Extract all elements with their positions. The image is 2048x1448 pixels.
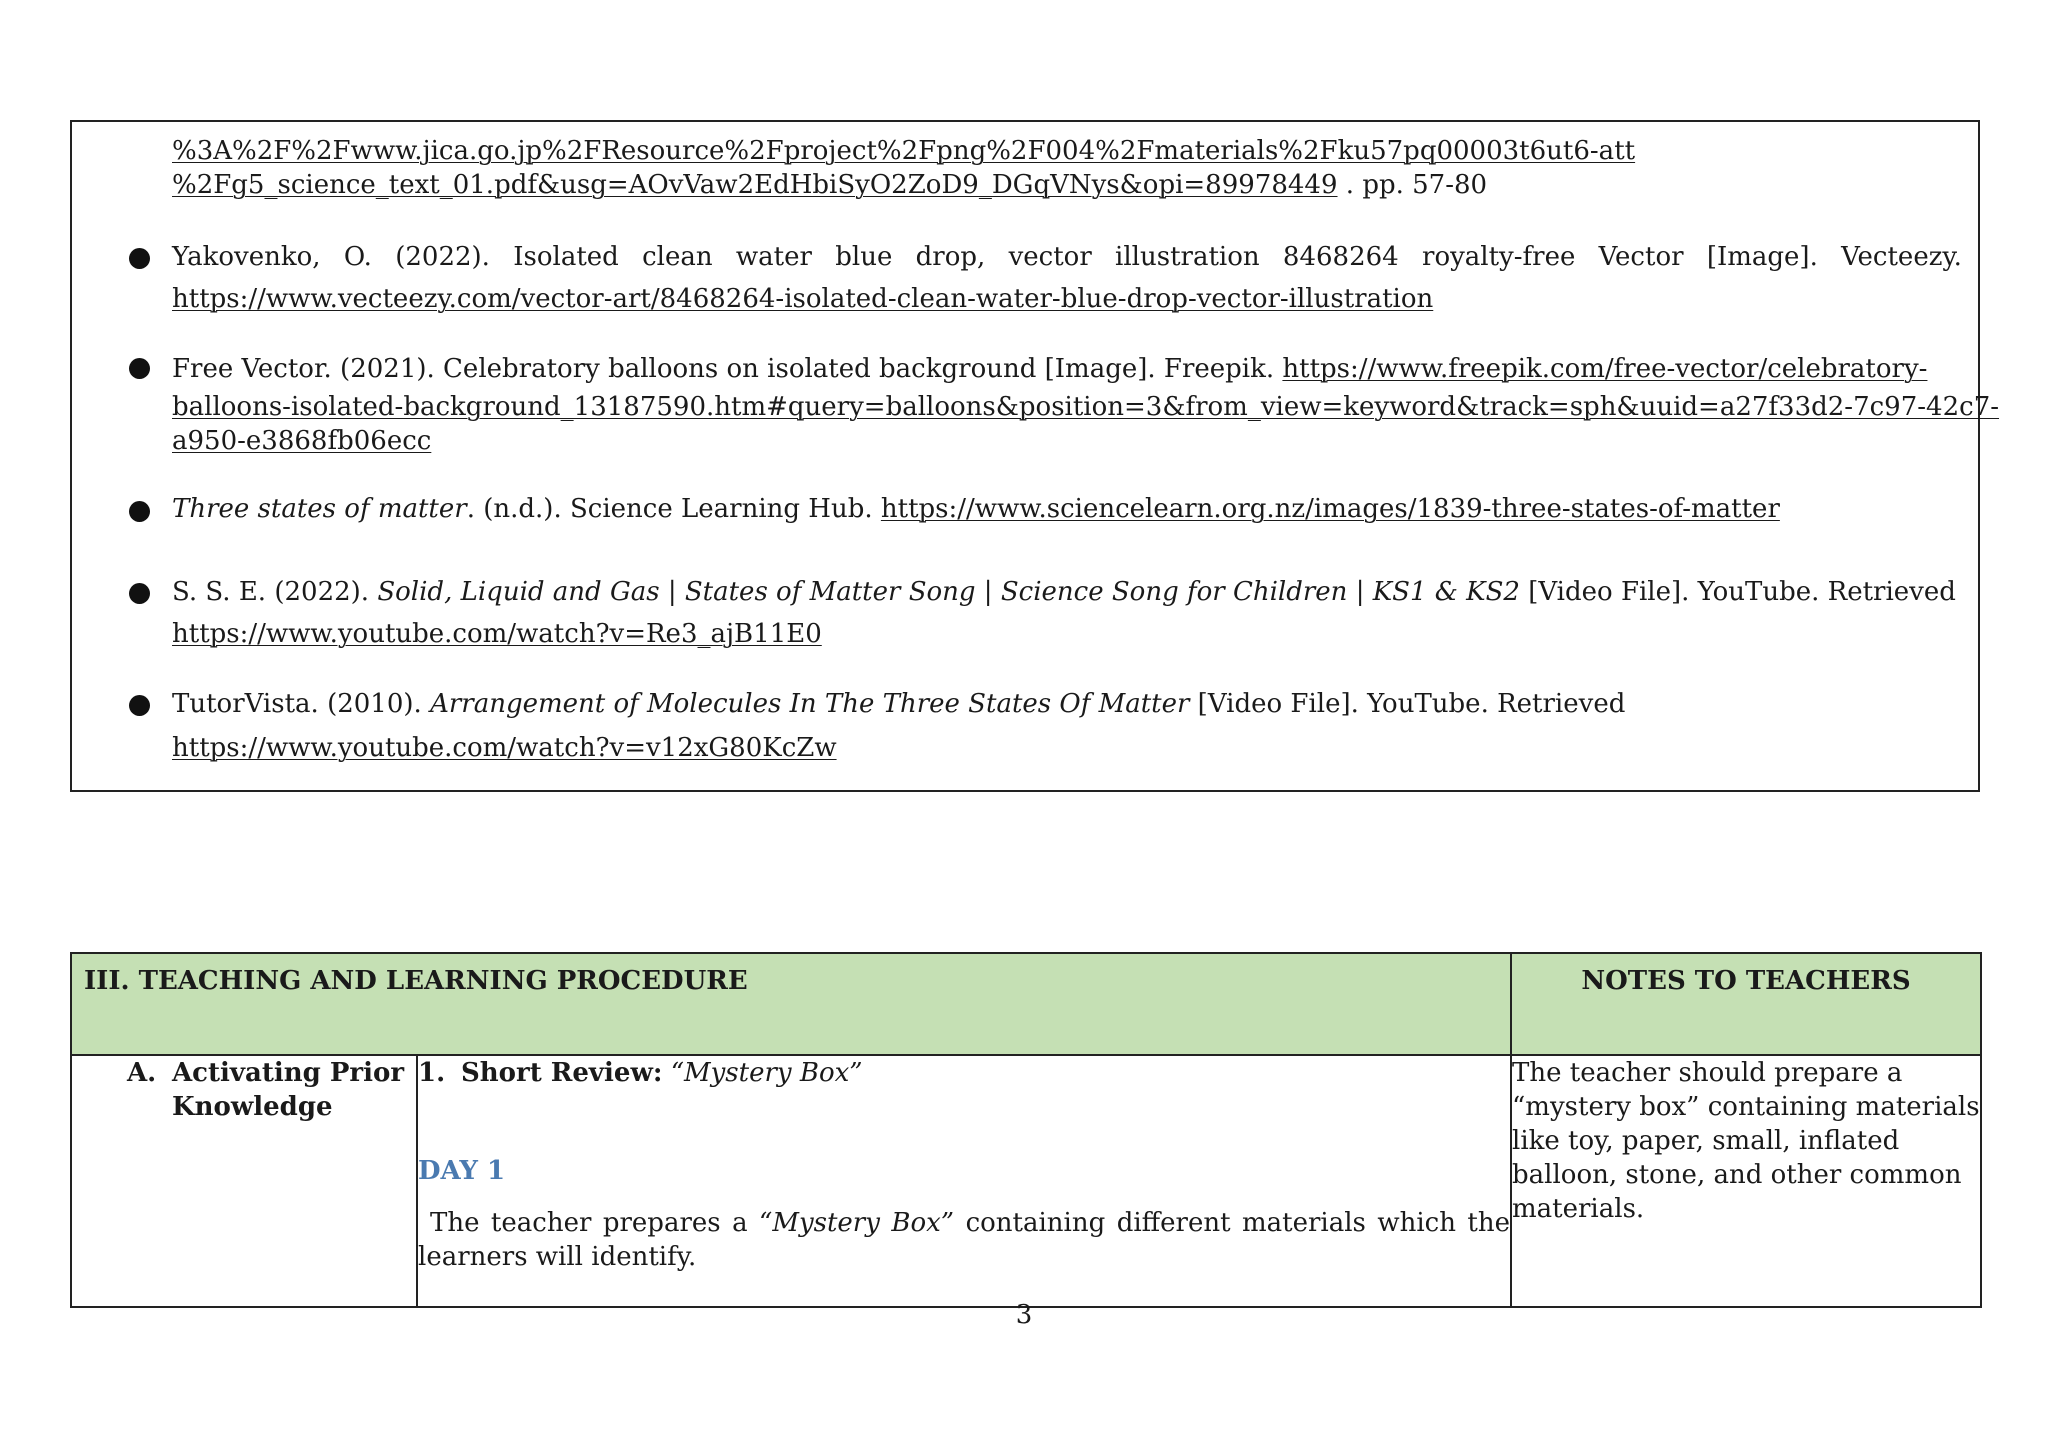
- activity-paragraph: The teacher prepares a “Mystery Box” containing different materials which the learners will identify.: [418, 1208, 1510, 1272]
- item-number: 1.: [418, 1058, 446, 1088]
- reference-freepik: [172, 348, 2000, 458]
- freepik-link-line2[interactable]: balloons-isolated-background_13187590.htm#query=balloons&position=3&from_view=keyword&track=sph&uuid=a27f33d2-7c97-42c7-: [172, 392, 2000, 422]
- reference-tutorvista: [172, 682, 1962, 770]
- procedure-table: [70, 952, 1982, 1308]
- bullet-icon: [129, 695, 150, 716]
- sse-title: Solid, Liquid and Gas | States of Matter Song | Science Song for Children | KS1 & KS2: [377, 577, 1520, 607]
- tutor-author: TutorVista. (2010).: [172, 689, 431, 719]
- tutor-title: Arrangement of Molecules In The Three States Of Matter: [430, 689, 1190, 719]
- procedure-header: III. TEACHING AND LEARNING PROCEDURE: [71, 953, 1511, 1055]
- jica-link-line1[interactable]: %3A%2F%2Fwww.jica.go.jp%2FResource%2Fproject%2Fpng%2F004%2Fmaterials%2Fku57pq00003t6ut6-att: [172, 136, 1636, 166]
- day-label: DAY 1: [418, 1156, 506, 1186]
- reference-jica-continued: [172, 134, 1962, 202]
- section-letter: A.: [127, 1058, 157, 1088]
- jica-link-line2[interactable]: %2Fg5_science_text_01.pdf&usg=AOvVaw2EdHbiSyO2ZoD9_DGqVNys&opi=89978449: [172, 170, 1338, 200]
- jica-pages: . pp. 57-80: [1337, 170, 1488, 200]
- reference-sse: [172, 571, 1962, 655]
- tutor-source: [Video File]. YouTube. Retrieved: [1189, 689, 1626, 719]
- page-number: 3: [1015, 1300, 1033, 1330]
- item-title: “Mystery Box”: [670, 1058, 863, 1088]
- yakovenko-text: Yakovenko, O. (2022). Isolated clean water blue drop, vector illustration 8468264 royalty-free Vector [Image]. Vecteezy.: [172, 242, 1962, 272]
- bullet-icon: [129, 501, 150, 522]
- hub-link[interactable]: https://www.sciencelearn.org.nz/images/1839-three-states-of-matter: [880, 494, 1780, 524]
- section-cell: [71, 1055, 417, 1307]
- freepik-link[interactable]: https://www.freepik.com/free-vector/celebratory-: [1282, 354, 1928, 384]
- reference-yakovenko: [172, 236, 1962, 320]
- bullet-icon: [129, 583, 150, 604]
- yakovenko-link[interactable]: https://www.vecteezy.com/vector-art/8468264-isolated-clean-water-blue-drop-vector-illustration: [172, 284, 1434, 314]
- teacher-note: The teacher should prepare a “mystery box” containing materials like toy, paper, small, inflated balloon, stone, and other common materials.: [1511, 1055, 1981, 1307]
- hub-text: . (n.d.). Science Learning Hub.: [466, 494, 881, 524]
- item-label: Short Review:: [461, 1058, 663, 1088]
- freepik-link-line3[interactable]: a950-e3868fb06ecc: [172, 426, 432, 456]
- references-box: [70, 120, 2000, 792]
- reference-science-learning-hub: [172, 492, 1962, 526]
- freepik-text: Free Vector. (2021). Celebratory balloons on isolated background [Image]. Freepik.: [172, 354, 1283, 384]
- sse-source: [Video File]. YouTube. Retrieved: [1519, 577, 1956, 607]
- bullet-icon: [129, 358, 150, 379]
- hub-title: Three states of matter: [172, 494, 467, 524]
- sse-author: S. S. E. (2022).: [172, 577, 378, 607]
- activity-cell: [417, 1055, 1511, 1307]
- section-title: Activating Prior Knowledge: [172, 1058, 405, 1122]
- notes-header: NOTES TO TEACHERS: [1511, 953, 1981, 1055]
- bullet-icon: [129, 248, 150, 269]
- sse-link[interactable]: https://www.youtube.com/watch?v=Re3_ajB11E0: [172, 619, 822, 649]
- tutor-link[interactable]: https://www.youtube.com/watch?v=v12xG80KcZw: [172, 733, 837, 763]
